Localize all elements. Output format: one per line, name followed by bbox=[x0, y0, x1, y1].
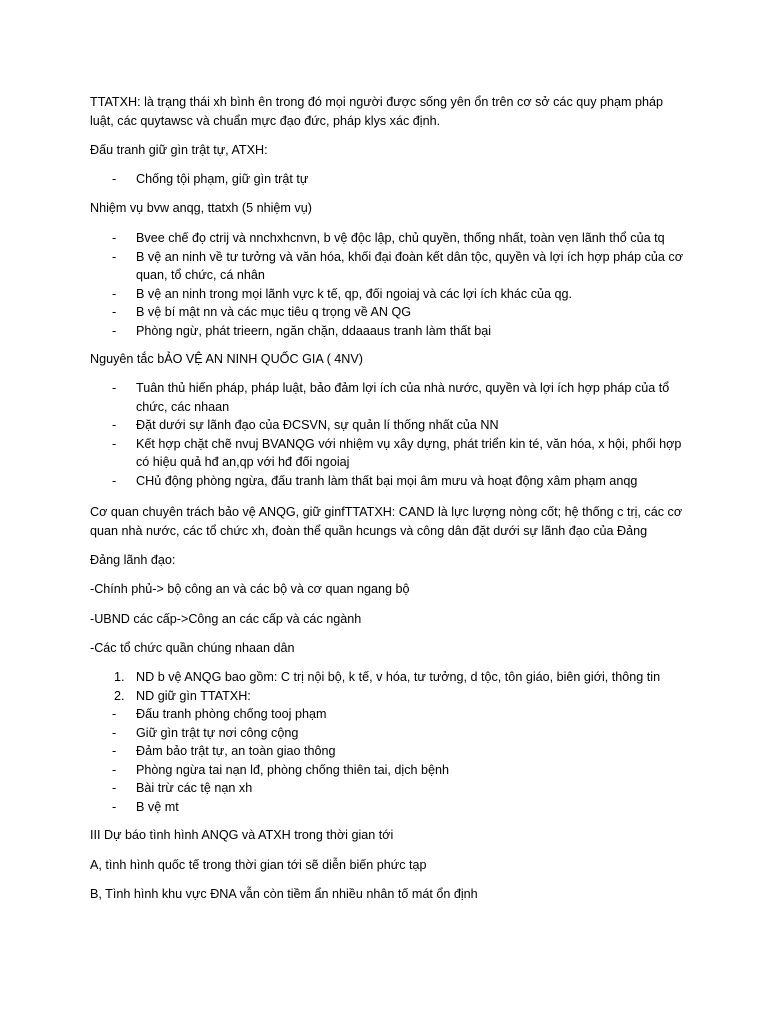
dash-marker: - bbox=[112, 172, 117, 186]
paragraph-nhiem-vu: Nhiệm vụ bvw anqg, ttatxh (5 nhiệm vụ) bbox=[90, 201, 312, 215]
dash-marker: - bbox=[112, 381, 117, 395]
list-item: - Bvee chế đọ ctrij và nnchxhcnvn, b vệ độc lập, chủ quyền, thống nhất, toàn vẹn lãnh thổ của tq bbox=[90, 229, 690, 248]
dash-marker: - bbox=[112, 323, 117, 338]
paragraph-dang-lanh-dao: Đảng lãnh đạo: bbox=[90, 553, 176, 567]
number-marker: 1. bbox=[114, 670, 125, 684]
paragraph-dau-tranh: Đấu tranh giữ gìn trật tự, ATXH: bbox=[90, 143, 268, 157]
list-item: - Bài trừ các tệ nạn xh bbox=[90, 779, 690, 798]
list-item: - CHủ động phòng ngừa, đấu tranh làm thất bại mọi âm mưu và hoạt động xâm phạm anqg bbox=[90, 472, 690, 491]
list-item: - Kết hợp chặt chẽ nvuj BVANQG với nhiệm vụ xây dựng, phát triển kin té, văn hóa, x hội, phối hợp có hiệu quả hđ an,qp với hđ đối ngoiaj bbox=[112, 436, 682, 469]
dash-marker: - bbox=[112, 762, 117, 777]
heading-du-bao: III Dự báo tình hình ANQG và ATXH trong thời gian tới bbox=[90, 828, 394, 842]
list-item: - B vệ bí mật nn và các mục tiêu q trọng về AN QG bbox=[90, 303, 690, 322]
list-item: - Đấu tranh phòng chống tooj phạm bbox=[90, 705, 690, 724]
paragraph-co-quan: Cơ quan chuyên trách bảo vệ ANQG, giữ ginfTTATXH: CAND là lực lượng nòng cốt; hệ thống c trị, các cơ quan nhà nước, các tổ chức xh, đoàn thể quần hcungs và công dân đặt dưới sự lãnh đạo của Đảng bbox=[90, 505, 683, 538]
list-item: - B vệ an ninh về tư tưởng và văn hóa, khối đại đoàn kết dân tộc, quyền và lợi ích hợp pháp của cơ quan, tổ chức, cá nhân bbox=[112, 249, 683, 282]
paragraph-ttatxh-definition: TTATXH: là trạng thái xh bình ên trong đó mọi người được sống yên ổn trên cơ sở các quy phạm pháp luật, các quytawsc và chuẩn mực đạo đức, pháp klys xác định. bbox=[90, 95, 664, 128]
dash-marker: - bbox=[112, 418, 117, 432]
numbered-list-noi-dung bbox=[90, 668, 690, 705]
dash-marker: - bbox=[112, 473, 117, 488]
bullet-list-nhiem-vu bbox=[90, 229, 690, 340]
list-item: - Chống tội phạm, giữ gìn trật tự bbox=[90, 170, 690, 189]
list-item: - Đặt dưới sự lãnh đạo của ĐCSVN, sự quản lí thống nhất của NN bbox=[90, 416, 690, 435]
list-item: - B vệ mt bbox=[90, 798, 690, 817]
paragraph-chinh-phu: -Chính phủ-> bộ công an và các bộ và cơ quan ngang bộ bbox=[90, 582, 410, 596]
number-marker: 2. bbox=[114, 688, 125, 703]
paragraph-tinh-hinh-quoc-te: A, tình hình quốc tế trong thời gian tới sẽ diễn biến phức tạp bbox=[90, 858, 427, 872]
dash-marker: - bbox=[112, 707, 117, 721]
paragraph-tinh-hinh-dna: B, Tình hình khu vực ĐNA vẫn còn tiềm ẩn nhiều nhân tố mát ổn định bbox=[90, 887, 478, 901]
numbered-item: 1. ND b vệ ANQG bao gồm: C trị nội bộ, k tế, v hóa, tư tưởng, d tộc, tôn giáo, biên giới, thông tin bbox=[90, 668, 690, 687]
list-item: - B vệ an ninh trong mọi lãnh vực k tế, qp, đối ngoiaj và các lợi ích khác của qg. bbox=[90, 285, 690, 304]
list-item: - Phòng ngừ, phát trieern, ngăn chặn, ddaaaus tranh làm thất bại bbox=[90, 322, 690, 341]
bullet-list-dau-tranh bbox=[90, 170, 690, 189]
dash-marker: - bbox=[112, 744, 117, 758]
list-item: - Đảm bảo trật tự, an toàn giao thông bbox=[90, 742, 690, 761]
dash-marker: - bbox=[112, 286, 117, 301]
paragraph-ubnd: -UBND các cấp->Công an các cấp và các ngành bbox=[90, 612, 362, 626]
bullet-list-ttatxh bbox=[90, 705, 690, 816]
paragraph-nguyen-tac: Nguyên tắc bẢO VỆ AN NINH QUỐC GIA ( 4NV) bbox=[90, 352, 363, 366]
paragraph-to-chuc: -Các tổ chức quần chúng nhaan dân bbox=[90, 641, 295, 655]
dash-marker: - bbox=[112, 781, 117, 795]
dash-marker: - bbox=[112, 305, 117, 319]
dash-marker: - bbox=[112, 436, 117, 451]
dash-marker: - bbox=[112, 725, 117, 740]
numbered-item: 2. ND giữ gìn TTATXH: bbox=[90, 687, 690, 706]
bullet-list-nguyen-tac bbox=[90, 379, 690, 490]
dash-marker: - bbox=[112, 799, 117, 814]
list-item: - Phòng ngừa tai nạn lđ, phòng chống thiên tai, dịch bệnh bbox=[90, 761, 690, 780]
list-item: - Tuân thủ hiến pháp, pháp luật, bảo đảm lợi ích của nhà nước, quyền và lợi ích hợp pháp của tổ chức, các nhaan bbox=[112, 381, 670, 414]
dash-marker: - bbox=[112, 249, 117, 264]
list-item: - Giữ gìn trật tự nơi công cộng bbox=[90, 724, 690, 743]
dash-marker: - bbox=[112, 231, 117, 245]
